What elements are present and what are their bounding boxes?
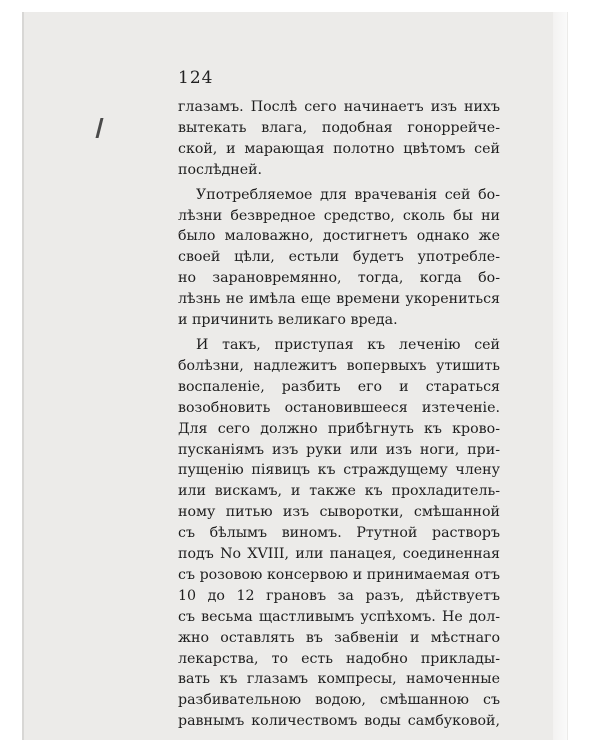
text-line: И такъ, приступая къ леченію сей <box>196 336 500 353</box>
text-line: лѣзни безвредное средство, сколь бы ни <box>178 207 500 224</box>
text-line: было маловажно, достигнетъ однако же <box>178 228 500 245</box>
text-line: съ бѣлымъ виномъ. Ртутной растворъ <box>178 525 500 542</box>
text-line: ской, и марающая полотно цвѣтомъ сей <box>178 140 500 157</box>
text-line: вать къ глазамъ компресы, намоченные <box>178 671 500 688</box>
text-line: Употребляемое для врачеванія сей бо- <box>196 186 500 203</box>
text-line: вытекать влага, подобная гоноррейче- <box>178 119 500 136</box>
text-line: глазамъ. Послѣ сего начинаетъ изъ нихъ <box>178 99 500 115</box>
page-edge <box>553 12 567 740</box>
page-number: 124 <box>178 68 214 88</box>
text-line: воспаленіе, разбить его и стараться <box>178 378 500 395</box>
text-line: или вискамъ, и также къ прохладитель- <box>178 483 500 500</box>
text-line: послѣдней. <box>178 161 263 178</box>
text-line: своей цѣли, естьли будетъ употребле- <box>178 249 500 266</box>
text-line: возобновить остановившееся изтеченіе. <box>178 399 500 416</box>
text-line: и причинить великаго вреда. <box>178 312 398 329</box>
text-line: Для сего должно прибѣгнуть къ крово- <box>178 420 500 437</box>
text-line: съ весьма щастливымъ успѣхомъ. Не дол- <box>178 608 500 625</box>
text-line: болѣзни, надлежитъ вопервыхъ утишить <box>178 357 500 374</box>
text-line: пусканіямъ изъ руки или изъ ноги, при- <box>178 441 500 458</box>
text-line: подъ No XVIII, или панацея, соединенная <box>178 546 500 563</box>
text-line: жно оставлять въ забвеніи и мѣстнаго <box>178 629 500 646</box>
text-line: лѣзнь не имѣла еще времени укорениться <box>178 291 500 308</box>
text-line: 10 до 12 грановъ за разъ, дѣйствуетъ <box>178 587 500 604</box>
text-line: ному питью изъ сыворотки, смѣшанной <box>178 504 500 521</box>
text-line: разбивательною водою, смѣшанною съ <box>178 692 500 709</box>
body-text <box>178 97 500 732</box>
text-line: съ розовою консервою и принимаемая отъ <box>178 566 500 583</box>
text-line: пущенію піявицъ къ страждущему члену <box>178 462 500 479</box>
text-line: лекарства, то есть надобно приклады- <box>178 650 500 667</box>
text-line: равнымъ количествомъ воды самбуковой, <box>178 713 500 730</box>
text-line: но зарановремянно, тогда, когда бо- <box>178 270 500 287</box>
